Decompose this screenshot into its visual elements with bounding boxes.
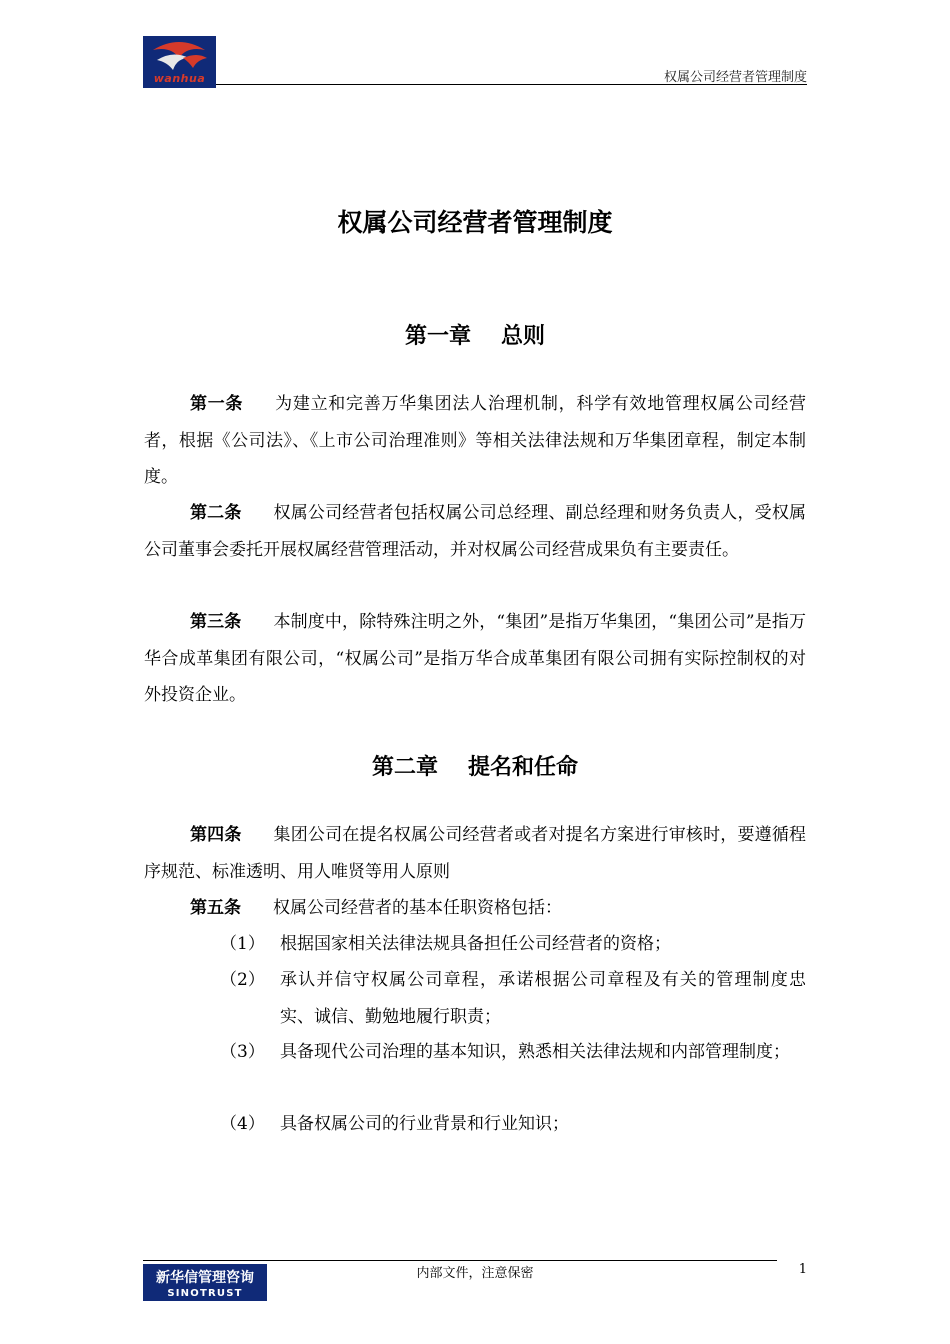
company-logo [143,36,216,88]
article-paragraph [144,817,806,890]
article-paragraph [144,890,806,927]
footer-divider [143,1260,777,1261]
chapter-number: 第二章 [371,755,438,780]
article-text: 权属公司经营者包括权属公司总经理、副总经理和财务负责人，受权属公司董事会委托开展权属经营管理活动，并对权属公司经营成果负有主要责任。 [144,503,806,560]
logo-wordmark: wanhua [153,72,206,85]
chapter-name: 提名和任命 [468,755,579,780]
list-item-number: （1） [220,934,265,954]
article-paragraph [144,386,806,496]
header-title: 权属公司经营者管理制度 [663,70,807,85]
chapter-number: 第一章 [404,324,471,349]
list-item-number: （4） [220,1114,265,1134]
article-paragraph [144,495,806,568]
page-number: 1 [798,1262,807,1277]
article-label: 第四条 [190,825,242,845]
consultancy-logo-cn: 新华信管理咨询 [156,1270,254,1286]
article-text: 权属公司经营者的基本任职资格包括： [273,898,562,918]
article-text: 为建立和完善万华集团法人治理机制，科学有效地管理权属公司经营者，根据《公司法》、《上市公司治理准则》等相关法律法规和万华集团章程，制定本制度。 [144,394,806,487]
article-paragraph [144,604,806,714]
chapter-name: 总则 [501,324,546,349]
list-item-text: 承认并信守权属公司章程，承诺根据公司章程及有关的管理制度忠实、诚信、勤勉地履行职责； [280,970,806,1027]
list-item-text: 具备现代公司治理的基本知识，熟悉相关法律法规和内部管理制度； [280,1042,790,1062]
consultancy-logo-en: SINOTRUST [167,1288,243,1299]
list-item-number: （2） [220,970,265,990]
document-title: 权属公司经营者管理制度 [337,208,613,237]
article-label: 第三条 [190,612,242,632]
article-label: 第五条 [190,898,241,918]
list-item-text: 根据国家相关法律法规具备担任公司经营者的资格； [280,934,671,954]
article-text: 集团公司在提名权属公司经营者或者对提名方案进行审核时，要遵循程序规范、标准透明、用人唯贤等用人原则 [144,825,806,882]
footer-confidential-note: 内部文件，注意保密 [416,1266,534,1281]
header-divider [216,84,807,85]
chapter-heading [0,750,950,781]
consultancy-logo [143,1264,267,1301]
article-label: 第二条 [190,503,242,523]
list-item-number: （3） [220,1042,265,1062]
list-item-text: 具备权属公司的行业背景和行业知识； [280,1114,569,1134]
article-label: 第一条 [190,394,244,414]
chapter-heading [0,319,950,350]
article-text: 本制度中，除特殊注明之外，“集团”是指万华集团，“集团公司”是指万华合成革集团有限公司，“权属公司”是指万华合成革集团有限公司拥有实际控制权的对外投资企业。 [144,612,807,705]
